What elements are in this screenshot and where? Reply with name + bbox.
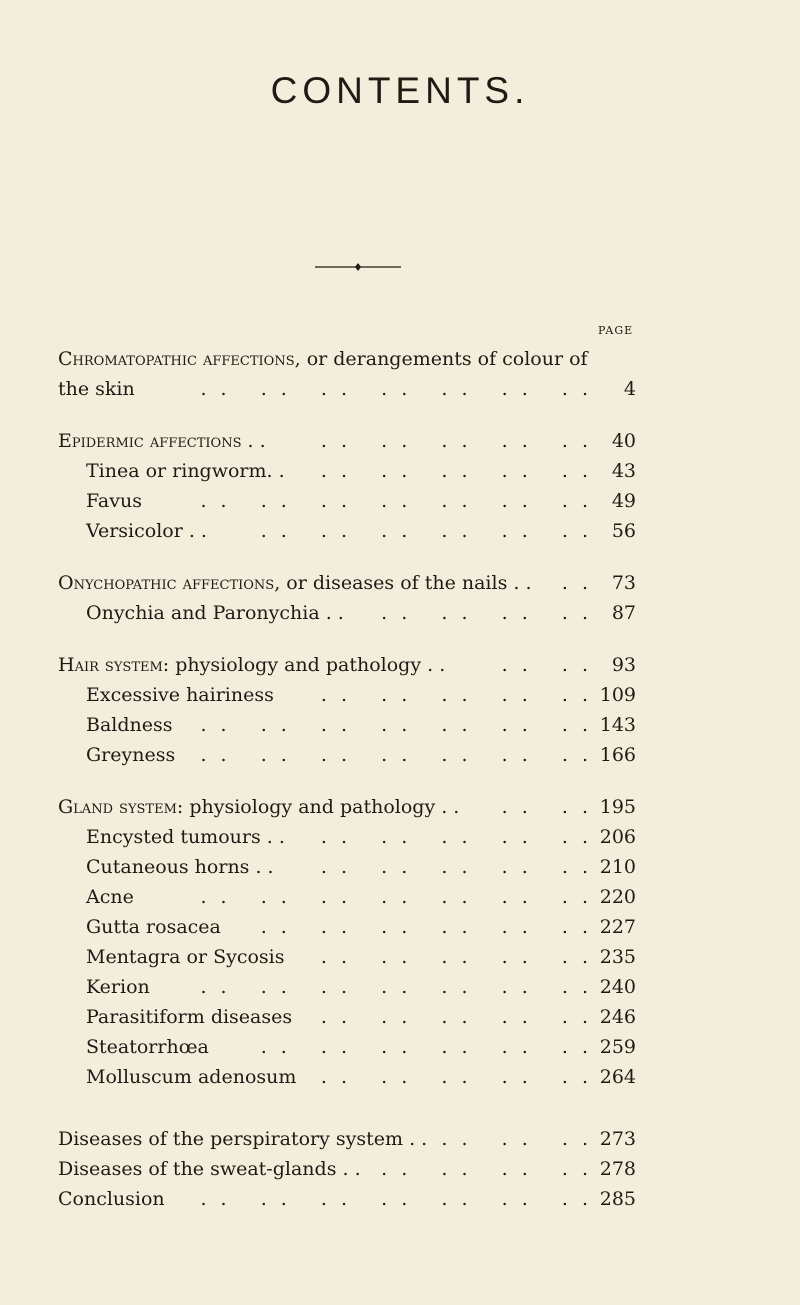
toc-entry-title: Cutaneous horns . .	[86, 856, 274, 878]
toc-entry-page: 264	[599, 1066, 636, 1088]
toc-entry-acne	[86, 882, 636, 912]
toc-entry-mentagra	[86, 942, 636, 972]
leader-dots: . . . . . . . . . . . . . .	[200, 744, 592, 766]
toc-entry-epidermic	[58, 426, 636, 456]
toc-entry-molluscum	[86, 1062, 636, 1092]
toc-entry-page: 206	[599, 826, 636, 848]
toc-entry-title: Molluscum adenosum	[86, 1066, 297, 1088]
toc-entry-title: Versicolor . .	[86, 520, 207, 542]
toc-entry-page: 40	[611, 430, 636, 452]
toc-entry-title: Chromatopathic affections, or derangements of colour of	[58, 348, 588, 370]
toc-entry-conclusion	[58, 1184, 636, 1214]
toc-entry-title: Acne	[86, 886, 134, 908]
toc-entry-page: 4	[623, 378, 636, 400]
toc-entry-page: 273	[599, 1128, 636, 1150]
toc-entry-continuation: the skin	[58, 378, 135, 400]
toc-entry-title: Tinea or ringworm. .	[86, 460, 285, 482]
toc-entry-page: 56	[611, 520, 636, 542]
toc-entry-page: 259	[599, 1036, 636, 1058]
toc-entry-title: Diseases of the sweat-glands . .	[58, 1158, 361, 1180]
toc-entry-baldness	[86, 710, 636, 740]
toc-entry-chromatopathic-continued	[58, 374, 636, 404]
toc-entry-chromatopathic	[58, 344, 636, 374]
toc-entry-title: Excessive hairiness	[86, 684, 274, 706]
leader-dots: . . . . . . . . . .	[320, 946, 592, 968]
toc-entry-title: Encysted tumours . .	[86, 826, 285, 848]
leader-dots: . . . . . . . . . . . .	[260, 520, 592, 542]
toc-entry-title: Steatorrhœa	[86, 1036, 209, 1058]
toc-entry-page: 278	[599, 1158, 636, 1180]
toc-entry-page: 220	[599, 886, 636, 908]
leader-dots: . . . . . . . . . . . . . .	[200, 976, 592, 998]
leader-dots: . . . . . . . . . . . . . .	[200, 1188, 592, 1210]
toc-entry-title: Gland system: physiology and pathology . .	[58, 796, 460, 818]
toc-entry-page: 246	[599, 1006, 636, 1028]
leader-dots: . . . . . . . . . .	[320, 856, 592, 878]
toc-entry-title: Onychopathic affections, or diseases of the nails . .	[58, 572, 532, 594]
leader-dots: . . . . . . . . . . . .	[260, 916, 592, 938]
toc-entry-excessive-hairiness	[86, 680, 636, 710]
toc-entry-page: 195	[599, 796, 636, 818]
toc-entry-title: Parasitiform diseases	[86, 1006, 293, 1028]
toc-entry-favus	[86, 486, 636, 516]
leader-dots: . . . . . . . .	[381, 602, 592, 624]
toc-entry-gutta-rosacea	[86, 912, 636, 942]
toc-entry-title: Greyness	[86, 744, 176, 766]
toc-entry-page: 43	[611, 460, 636, 482]
toc-entry-page: 240	[599, 976, 636, 998]
leader-dots: . . . . . . . . . . . . . .	[200, 714, 592, 736]
toc-entry-title: Favus	[86, 490, 142, 512]
toc-entry-page: 93	[611, 654, 636, 676]
page-column-label: PAGE	[598, 324, 634, 337]
toc-entry-page: 87	[611, 602, 636, 624]
toc-entry-title: Mentagra or Sycosis	[86, 946, 285, 968]
toc-entry-greyness	[86, 740, 636, 770]
leader-dots: . .	[561, 572, 592, 594]
toc-entry-page: 109	[599, 684, 636, 706]
toc-entry-page: 143	[599, 714, 636, 736]
toc-entry-tinea	[86, 456, 636, 486]
toc-entry-versicolor	[86, 516, 636, 546]
toc-entry-page: 166	[599, 744, 636, 766]
leader-dots: . . . . . . . . . .	[320, 1066, 592, 1088]
toc-entry-gland-system	[58, 792, 636, 822]
toc-entry-page: 73	[611, 572, 636, 594]
leader-dots: . . . . . . . .	[381, 1158, 592, 1180]
toc-entry-title: Kerion	[86, 976, 150, 998]
toc-entry-perspiratory	[58, 1124, 636, 1154]
toc-entry-parasitiform	[86, 1002, 636, 1032]
toc-entry-page: 235	[599, 946, 636, 968]
toc-entry-encysted-tumours	[86, 822, 636, 852]
toc-entry-title: Epidermic affections . .	[58, 430, 266, 452]
leader-dots: . . . . . .	[441, 1128, 592, 1150]
leader-dots: . . . . . . . . . .	[320, 430, 592, 452]
leader-dots: . . . . . . . . . .	[320, 1006, 592, 1028]
leader-dots: . . . . . . . . . . . . . .	[200, 490, 592, 512]
leader-dots: . . . . . . . . . . . . . .	[200, 378, 592, 400]
leader-dots: . . . . . . . . . .	[320, 684, 592, 706]
toc-entry-cutaneous-horns	[86, 852, 636, 882]
leader-dots: . . . . . . . . . . . .	[260, 1036, 592, 1058]
toc-entry-page: 227	[599, 916, 636, 938]
toc-entry-page: 49	[611, 490, 636, 512]
leader-dots: . . . .	[501, 796, 592, 818]
page-title: CONTENTS.	[270, 70, 530, 111]
toc-entry-title: Onychia and Paronychia . .	[86, 602, 344, 624]
leader-dots: . . . . . . . . . . . . . .	[200, 886, 592, 908]
toc-entry-kerion	[86, 972, 636, 1002]
toc-entry-steatorrhoea	[86, 1032, 636, 1062]
toc-entry-onychopathic	[58, 568, 636, 598]
toc-entry-hair-system	[58, 650, 636, 680]
leader-dots: . . . .	[501, 654, 592, 676]
toc-entry-page: 210	[599, 856, 636, 878]
toc-entry-sweat-glands	[58, 1154, 636, 1184]
toc-entry-title: Hair system: physiology and pathology . .	[58, 654, 446, 676]
leader-dots: . . . . . . . . . .	[320, 826, 592, 848]
toc-entry-title: Conclusion	[58, 1188, 165, 1210]
toc-entry-title: Gutta rosacea	[86, 916, 221, 938]
toc-entry-onychia	[86, 598, 636, 628]
leader-dots: . . . . . . . . . .	[320, 460, 592, 482]
toc-entry-page: 285	[599, 1188, 636, 1210]
toc-entry-title: Diseases of the perspiratory system . .	[58, 1128, 428, 1150]
toc-entry-title: Baldness	[86, 714, 173, 736]
